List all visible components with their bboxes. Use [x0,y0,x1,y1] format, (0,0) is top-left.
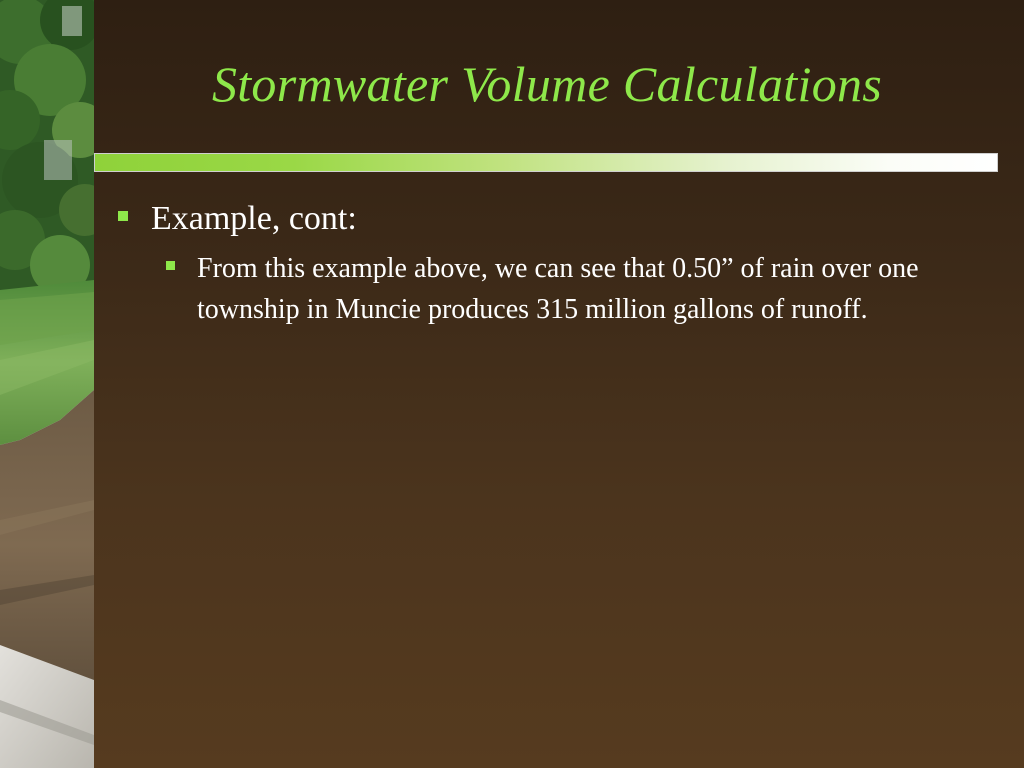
square-bullet-icon [166,261,175,270]
sub-bullet-text: From this example above, we can see that 0.50” of rain over one township in Muncie produces 315 million gallons of runoff. [197,253,919,325]
slide-title: Stormwater Volume Calculations [211,56,883,112]
stormwater-photo-strip [0,0,94,768]
title-underline-bar [94,153,998,172]
bullet-item-level-2 [158,248,957,330]
bullet-item-level-1 [112,196,982,242]
slide-content [112,196,982,330]
bullet-text: Example, cont: [151,200,357,237]
square-bullet-icon [118,211,128,221]
